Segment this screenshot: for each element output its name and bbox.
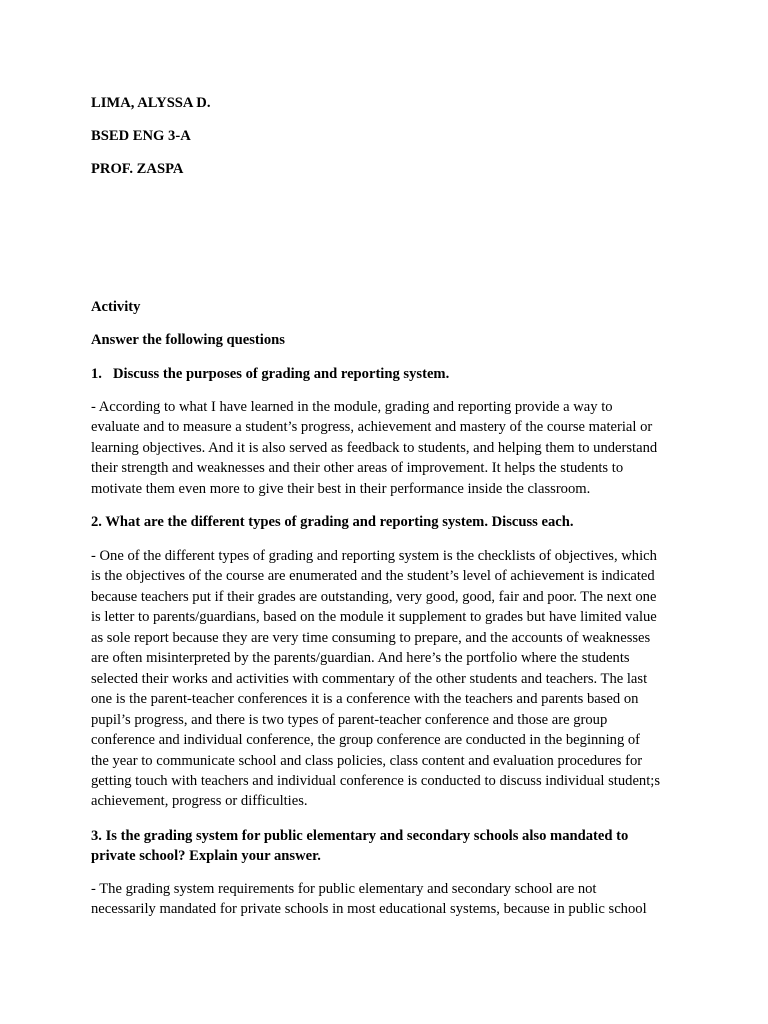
answer-3-line: necessarily mandated for private schools in most educational systems, because in public school — [91, 901, 647, 918]
answer-2-line: pupil’s progress, and there is two types of parent-teacher conference and those are group — [91, 711, 608, 728]
answer-2-line: - One of the different types of grading and reporting system is the checklists of objectives, which — [91, 548, 657, 564]
question-1-text: Discuss the purposes of grading and reporting system. — [113, 366, 450, 382]
answer-3-line: - The grading system requirements for public elementary and secondary school are not — [91, 881, 597, 897]
answer-1-line: their strength and weaknesses and their other areas of improvement. It helps the students to — [91, 460, 624, 477]
question-1 — [91, 365, 449, 383]
answer-1-line: - According to what I have learned in the module, grading and reporting provide a way to — [91, 399, 613, 415]
activity-instruction: Answer the following questions — [91, 332, 285, 348]
answer-2-line: achievement, progress or difficulties. — [91, 793, 308, 810]
answer-2-line: selected their works and activities with commentary of the other students and teachers. The last — [91, 670, 648, 687]
answer-2 — [91, 546, 681, 812]
answer-2-line: because teachers put if their grades are outstanding, very good, good, fair and poor. The next one — [91, 588, 657, 605]
answer-2-line: is letter to parents/guardians, based on the module it supplement to grades but have limited value — [91, 609, 657, 626]
answer-1-line: evaluate and to measure a student’s progress, achievement and mastery of the course material or — [91, 419, 653, 436]
answer-2-line: are often misinterpreted by the parents/guardian. And here’s the portfolio where the students — [91, 650, 630, 667]
answer-1-line: motivate them even more to give their best in their performance inside the classroom. — [91, 480, 591, 497]
answer-2-line: getting touch with teachers and individual conference is conducted to discuss individual student;s — [91, 772, 661, 789]
answer-3 — [91, 879, 681, 920]
question-1-number: 1. — [91, 366, 102, 382]
answer-1 — [91, 397, 681, 499]
student-name: LIMA, ALYSSA D. — [91, 95, 211, 111]
answer-2-line: one is the parent-teacher conferences it is a conference with the teachers and parents based on — [91, 691, 639, 708]
answer-2-line: the year to communicate school and class policies, class content and evaluation procedures for — [91, 752, 643, 769]
question-3-line: 3. Is the grading system for public elementary and secondary schools also mandated to — [91, 828, 629, 844]
question-3-line: private school? Explain your answer. — [91, 848, 321, 865]
answer-2-line: is the objectives of the course are enumerated and the student’s level of achievement is indicated — [91, 568, 655, 585]
question-2: 2. What are the different types of grading and reporting system. Discuss each. — [91, 514, 574, 530]
professor-name: PROF. ZASPA — [91, 161, 184, 177]
student-section: BSED ENG 3-A — [91, 128, 191, 144]
answer-2-line: conference and individual conference, the group conference are conducted in the beginning of — [91, 732, 641, 749]
answer-1-line: learning objectives. And it is also served as feedback to students, and helping them to understand — [91, 439, 658, 456]
answer-2-line: as sole report because they are very time consuming to prepare, and the accounts of weaknesses — [91, 629, 651, 646]
question-3 — [91, 826, 681, 867]
activity-heading: Activity — [91, 299, 141, 315]
